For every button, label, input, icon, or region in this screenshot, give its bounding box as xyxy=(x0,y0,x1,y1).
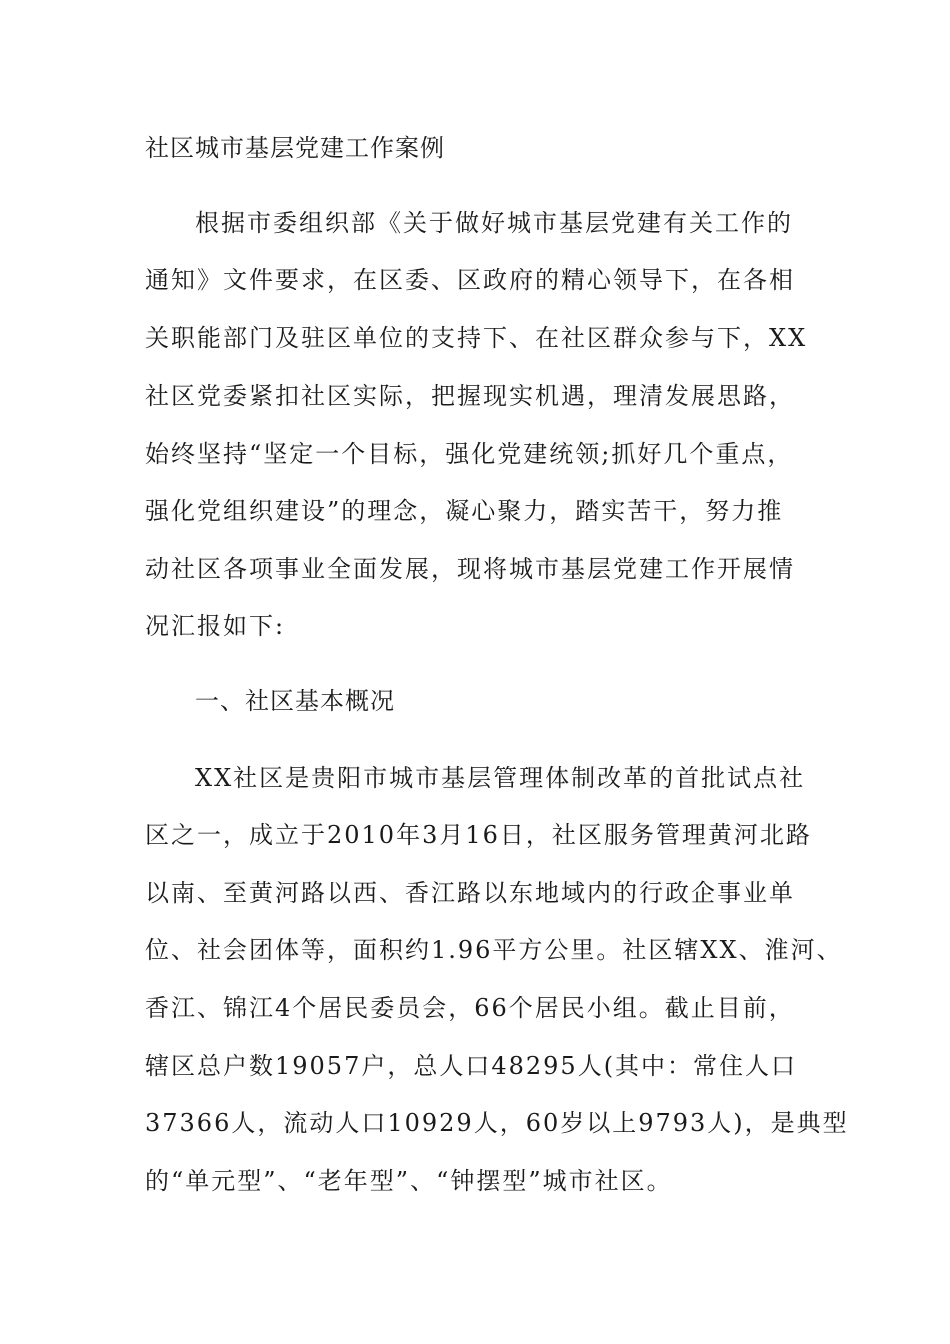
section-1-line-8: 的“单元型”、“老年型”、“钟摆型”城市社区。 xyxy=(145,1167,673,1195)
section-1-line-6: 辖区总户数19057户，总人口48295人(其中：常住人口 xyxy=(145,1052,798,1080)
section-1-line-7: 37366人，流动人口10929人，60岁以上9793人)，是典型 xyxy=(145,1109,849,1137)
intro-line-4: 社区党委紧扣社区实际，把握现实机遇，理清发展思路， xyxy=(145,382,795,410)
intro-line-7: 动社区各项事业全面发展，现将城市基层党建工作开展情 xyxy=(145,555,795,583)
intro-line-8: 况汇报如下: xyxy=(145,612,286,640)
document-title: 社区城市基层党建工作案例 xyxy=(145,134,445,162)
intro-line-1: 根据市委组织部《关于做好城市基层党建有关工作的 xyxy=(195,209,793,237)
section-1-line-5: 香江、锦江4个居民委员会，66个居民小组。截止目前， xyxy=(145,994,795,1022)
intro-line-5: 始终坚持“坚定一个目标，强化党建统领;抓好几个重点， xyxy=(145,440,794,468)
section-1-line-1: XX社区是贵阳市城市基层管理体制改革的首批试点社 xyxy=(195,764,806,792)
section-1-line-4: 位、社会团体等，面积约1.96平方公里。社区辖XX、淮河、 xyxy=(145,936,843,964)
intro-line-2: 通知》文件要求，在区委、区政府的精心领导下，在各相 xyxy=(145,266,795,294)
section-1-line-2: 区之一，成立于2010年3月16日，社区服务管理黄河北路 xyxy=(145,821,812,849)
intro-line-3: 关职能部门及驻区单位的支持下、在社区群众参与下，XX xyxy=(145,324,808,352)
intro-line-6: 强化党组织建设”的理念，凝心聚力，踏实苦干，努力推 xyxy=(145,497,784,525)
section-1-heading: 一、社区基本概况 xyxy=(195,687,395,715)
section-1-line-3: 以南、至黄河路以西、香江路以东地域内的行政企事业单 xyxy=(145,879,795,907)
